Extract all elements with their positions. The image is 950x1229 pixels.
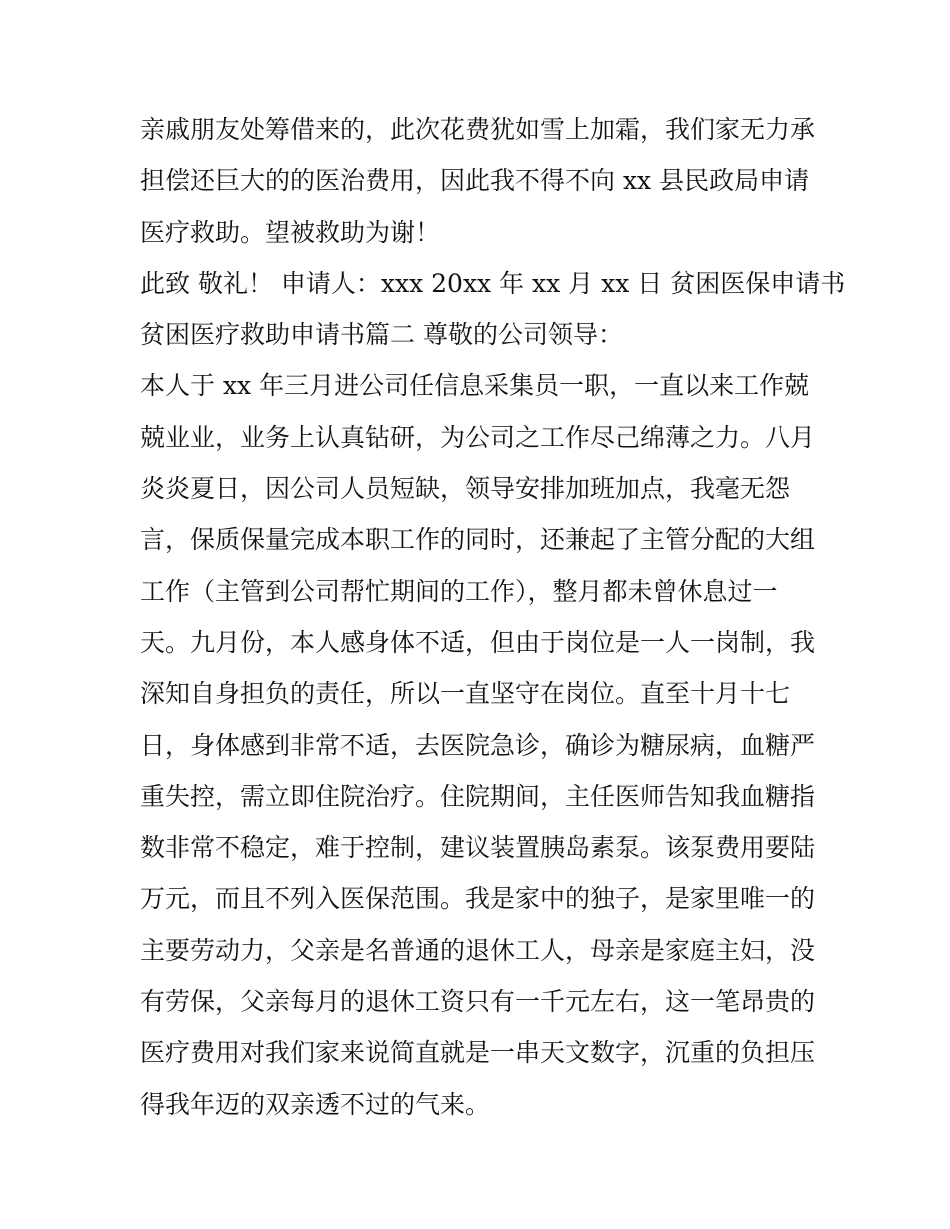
text-line: 本人于 xx 年三月进公司任信息采集员一职，一直以来工作兢 [140,371,810,401]
text-line: 日，身体感到非常不适，去医院急诊，确诊为糖尿病，血糖严 [140,730,816,760]
text-line: 贫困医疗救助申请书篇二 尊敬的公司领导： [140,320,623,350]
body-text [140,104,846,1130]
text-line: 主要劳动力，父亲是名普通的退休工人，母亲是家庭主妇，没 [140,935,816,965]
text-line: 医疗救助。望被救助为谢！ [140,217,441,247]
text-line: 亲戚朋友处筹借来的，此次花费犹如雪上加霜，我们家无力承 [140,115,816,144]
text-line: 重失控，需立即住院治疗。住院期间，主任医师告知我血糖指 [140,781,816,811]
text-line: 数非常不稳定，难于控制，建议装置胰岛素泵。该泵费用要陆 [140,833,816,863]
text-line: 得我年迈的双亲透不过的气来。 [140,1089,491,1119]
text-line: 言，保质保量完成本职工作的同时，还兼起了主管分配的大组 [140,525,816,555]
text-line: 万元，而且不列入医保范围。我是家中的独子，是家里唯一的 [140,884,816,914]
text-line: 此致 敬礼！ 申请人：xxx 20xx 年 xx 月 xx 日 贫困医保申请书 [140,268,846,298]
text-line: 担偿还巨大的的医治费用，因此我不得不向 xx 县民政局申请 [140,166,810,196]
text-line: 医疗费用对我们家来说简直就是一串天文数字，沉重的负担压 [140,1038,816,1068]
text-line: 工作（主管到公司帮忙期间的工作），整月都未曾休息过一 [140,576,778,606]
text-line: 天。九月份，本人感身体不适，但由于岗位是一人一岗制，我 [140,627,816,657]
text-line: 兢业业，业务上认真钻研，为公司之工作尽己绵薄之力。八月 [140,422,816,452]
text-line: 炎炎夏日，因公司人员短缺，领导安排加班加点，我毫无怨 [140,474,791,504]
text-line: 有劳保，父亲每月的退休工资只有一千元左右，这一笔昂贵的 [140,987,816,1017]
text-line: 深知自身担负的责任，所以一直坚守在岗位。直至十月十七 [140,679,791,709]
